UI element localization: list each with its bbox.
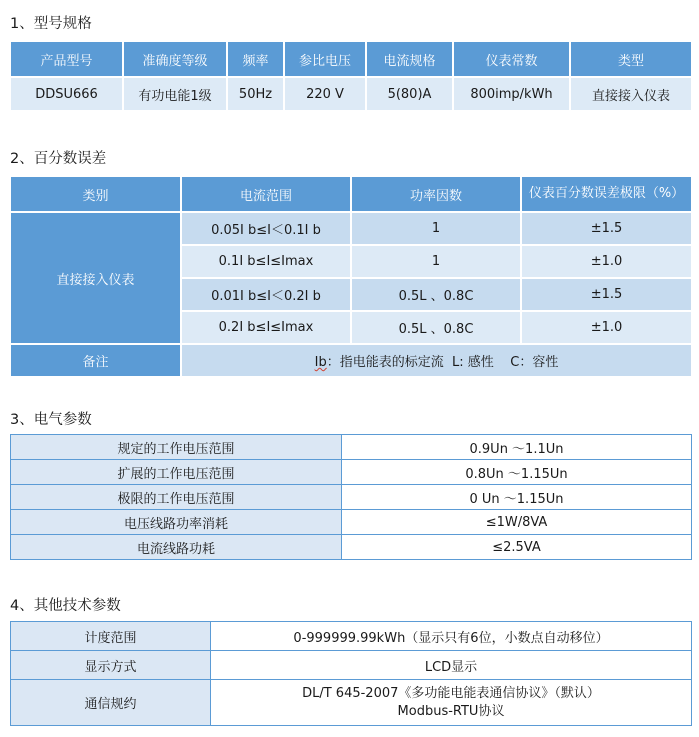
spec-cell-model: DDSU666 (10, 77, 123, 111)
electrical-key: 规定的工作电压范围 (11, 435, 342, 460)
spec-header-type: 类型 (570, 41, 692, 77)
spec-cell-accuracy: 有功电能1级 (123, 77, 227, 111)
error-row-pf: 1 (351, 212, 521, 245)
other-key: 通信规约 (11, 680, 211, 726)
error-header-category: 类别 (10, 176, 181, 212)
note-description: ：指电能表的标定流 L: 感性 C：容性 (326, 355, 559, 370)
error-row-current: 0.05I b≤I＜0.1I b (181, 212, 351, 245)
protocol-modbus: Modbus-RTU协议 (397, 703, 505, 719)
spec-cell-frequency: 50Hz (227, 77, 284, 111)
error-row-limit: ±1.5 (521, 278, 692, 311)
spec-cell-constant: 800imp/kWh (453, 77, 570, 111)
electrical-key: 极限的工作电压范围 (11, 485, 342, 510)
note-text (181, 344, 692, 377)
other-value-protocols (211, 680, 692, 726)
spec-table (9, 40, 693, 112)
error-header-current-range: 电流范围 (181, 176, 351, 212)
error-row-pf: 1 (351, 245, 521, 278)
electrical-key: 扩展的工作电压范围 (11, 460, 342, 485)
section-title-spec: 1、型号规格 (10, 16, 92, 32)
spec-header-voltage: 参比电压 (284, 41, 366, 77)
error-row-pf: 0.5L 、0.8C (351, 311, 521, 344)
electrical-value: 0.8Un ～1.15Un (342, 460, 692, 485)
spec-header-current: 电流规格 (366, 41, 453, 77)
electrical-value: 0 Un ～1.15Un (342, 485, 692, 510)
electrical-value: 0.9Un ～1.1Un (342, 435, 692, 460)
spec-header-model: 产品型号 (10, 41, 123, 77)
note-ib: Ib (314, 355, 327, 370)
electrical-value: ≤1W/8VA (342, 510, 692, 535)
spec-cell-voltage: 220 V (284, 77, 366, 111)
error-row-current: 0.1I b≤I≤Imax (181, 245, 351, 278)
section-title-error: 2、百分数误差 (10, 151, 107, 167)
electrical-key: 电流线路功耗 (11, 535, 342, 560)
electrical-table (10, 434, 692, 560)
error-row-limit: ±1.0 (521, 311, 692, 344)
spec-header-accuracy: 准确度等级 (123, 41, 227, 77)
error-row-current: 0.2I b≤I≤Imax (181, 311, 351, 344)
error-table (9, 175, 693, 378)
error-row-pf: 0.5L 、0.8C (351, 278, 521, 311)
other-value: LCD显示 (211, 651, 692, 680)
electrical-value: ≤2.5VA (342, 535, 692, 560)
spec-header-frequency: 频率 (227, 41, 284, 77)
protocol-dlt645: DL/T 645-2007《多功能电能表通信协议》（默认） (302, 685, 600, 701)
other-value: 0-999999.99kWh（显示只有6位，小数点自动移位） (211, 622, 692, 651)
error-row-current: 0.01I b≤I＜0.2I b (181, 278, 351, 311)
note-label: 备注 (10, 344, 181, 377)
error-row-limit: ±1.5 (521, 212, 692, 245)
other-key: 显示方式 (11, 651, 211, 680)
other-key: 计度范围 (11, 622, 211, 651)
spec-cell-type: 直接接入仪表 (570, 77, 692, 111)
spec-header-constant: 仪表常数 (453, 41, 570, 77)
error-header-error-limit: 仪表百分数误差极限（%） (521, 176, 692, 212)
spec-cell-current: 5(80)A (366, 77, 453, 111)
other-table (10, 621, 692, 726)
error-header-power-factor: 功率因数 (351, 176, 521, 212)
section-title-other: 4、其他技术参数 (10, 598, 121, 614)
error-category-cell: 直接接入仪表 (10, 212, 181, 344)
electrical-key: 电压线路功率消耗 (11, 510, 342, 535)
error-row-limit: ±1.0 (521, 245, 692, 278)
section-title-electrical: 3、电气参数 (10, 412, 92, 428)
